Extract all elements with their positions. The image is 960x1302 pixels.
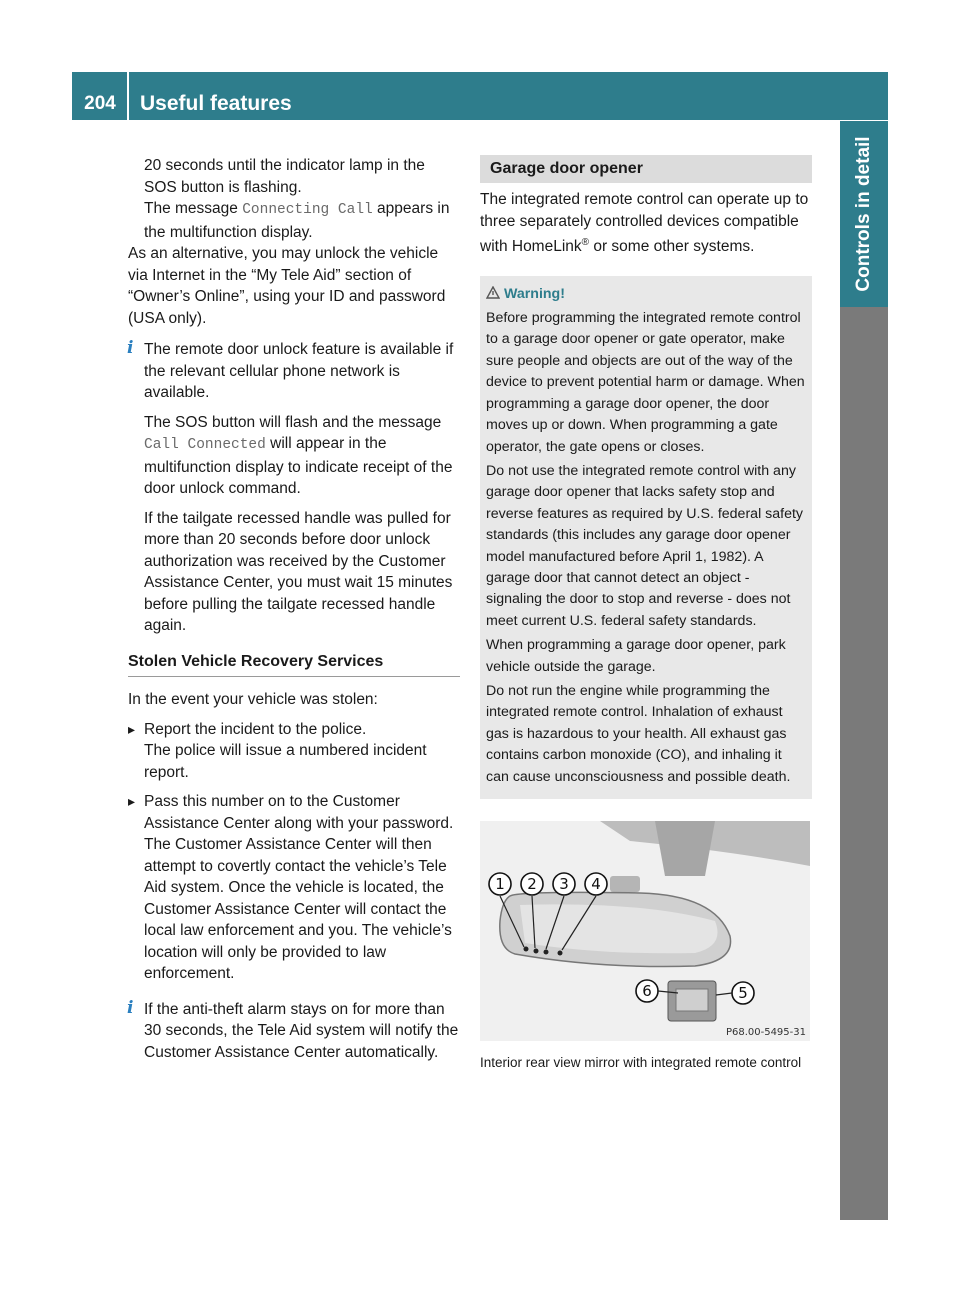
callout-6: 6 <box>642 982 652 1000</box>
side-tab-label: Controls in detail <box>853 136 874 292</box>
warning-paragraph: Do not run the engine while programming the integrated remote control. Inhalation of exhaust gas is hazardous to your health. All exhaust gas contains carbon monoxide (CO), and inhaling it can cause unconsciousness and possible death. <box>486 682 791 785</box>
list-item: ▸ Pass this number on to the Customer Assistance Center along with your password. The Customer Assistance Center will then attempt to covertly contact the vehicle’s Tele Aid system. Once the vehicle is located, the Customer Assistance Center will contact the local law enforcement and you. The vehicle’s location will only be provided to law enforcement. <box>128 793 454 982</box>
callout-2: 2 <box>527 875 537 893</box>
page-number: 204 <box>84 93 116 114</box>
continued-step-message: The message Connecting Call appears in the multifunction display. <box>144 200 450 241</box>
arrow-icon: ▸ <box>128 793 136 809</box>
section-heading-stolen-vehicle: Stolen Vehicle Recovery Services <box>128 651 460 678</box>
info-icon: i <box>127 338 134 358</box>
header-divider <box>127 72 129 120</box>
info-icon: i <box>127 997 134 1018</box>
display-message-call-connected: Call Connected <box>144 437 266 453</box>
warning-paragraph: Before programming the integrated remote control to a garage door opener or gate operator, make sure people and objects are out of the way of the device to prevent potential harm or damage. When programming a garage door opener, the door moves up or down. When programming a gate operator, the gate opens or closes. <box>486 310 805 455</box>
left-column <box>128 155 460 1063</box>
info-note-remote-unlock: i The remote door unlock feature is available if the relevant cellular phone network is available. The SOS button will flash and the message Call Connected will appear in the multifunction display to indicate receipt of the door unlock command. If the tailgate recessed handle was pulled for more than 20 seconds before door unlock authorization was received by the Customer Assistance Center, you must wait 15 minutes before pulling the tailgate recessed handle again. <box>127 338 454 634</box>
garage-intro: The integrated remote control can operate up to three separately controlled devices compatible with HomeLink® or some other systems. <box>480 191 809 256</box>
callout-4: 4 <box>591 875 601 893</box>
callout-5: 5 <box>738 984 748 1002</box>
warning-box <box>480 276 812 799</box>
figure-code: P68.00-5495-31 <box>725 1027 806 1038</box>
page-title: Useful features <box>140 92 292 115</box>
callout-3: 3 <box>559 875 569 893</box>
display-message-connecting-call: Connecting Call <box>242 202 373 218</box>
right-column <box>480 155 812 1071</box>
warning-paragraph: Do not use the integrated remote control with any garage door opener that lacks safety stop and reverse features as required by U.S. federal safety standards (this includes any garage door opener model manufactured before April 1, 1982). A garage door that cannot detect an object - signaling the door to stop and reverse - does not meet current U.S. federal safety standards. <box>486 462 804 629</box>
mirror-illustration <box>480 821 810 1041</box>
continued-step-text: 20 seconds until the indicator lamp in the SOS button is flashing. <box>144 157 425 196</box>
section-heading-garage-door: Garage door opener <box>480 155 812 183</box>
event-intro: In the event your vehicle was stolen: <box>128 691 378 708</box>
warning-triangle-icon <box>486 286 500 299</box>
warning-title: Warning! <box>486 284 806 305</box>
figure-caption: Interior rear view mirror with integrated remote control <box>480 1055 802 1070</box>
mirror-figure <box>480 821 810 1041</box>
list-item: ▸ Report the incident to the police. The police will issue a numbered incident report. <box>128 720 427 781</box>
warning-paragraph: When programming a garage door opener, park vehicle outside the garage. <box>486 637 786 675</box>
alternative-paragraph: As an alternative, you may unlock the vehicle via Internet in the “My Tele Aid” section of “Owner’s Online”, using your ID and password (USA only). <box>128 245 446 327</box>
info-note-anti-theft: i If the anti-theft alarm stays on for more than 30 seconds, the Tele Aid system will notify the Customer Assistance Center automatically. <box>127 997 459 1061</box>
callout-1: 1 <box>495 875 505 893</box>
arrow-icon: ▸ <box>128 720 136 737</box>
